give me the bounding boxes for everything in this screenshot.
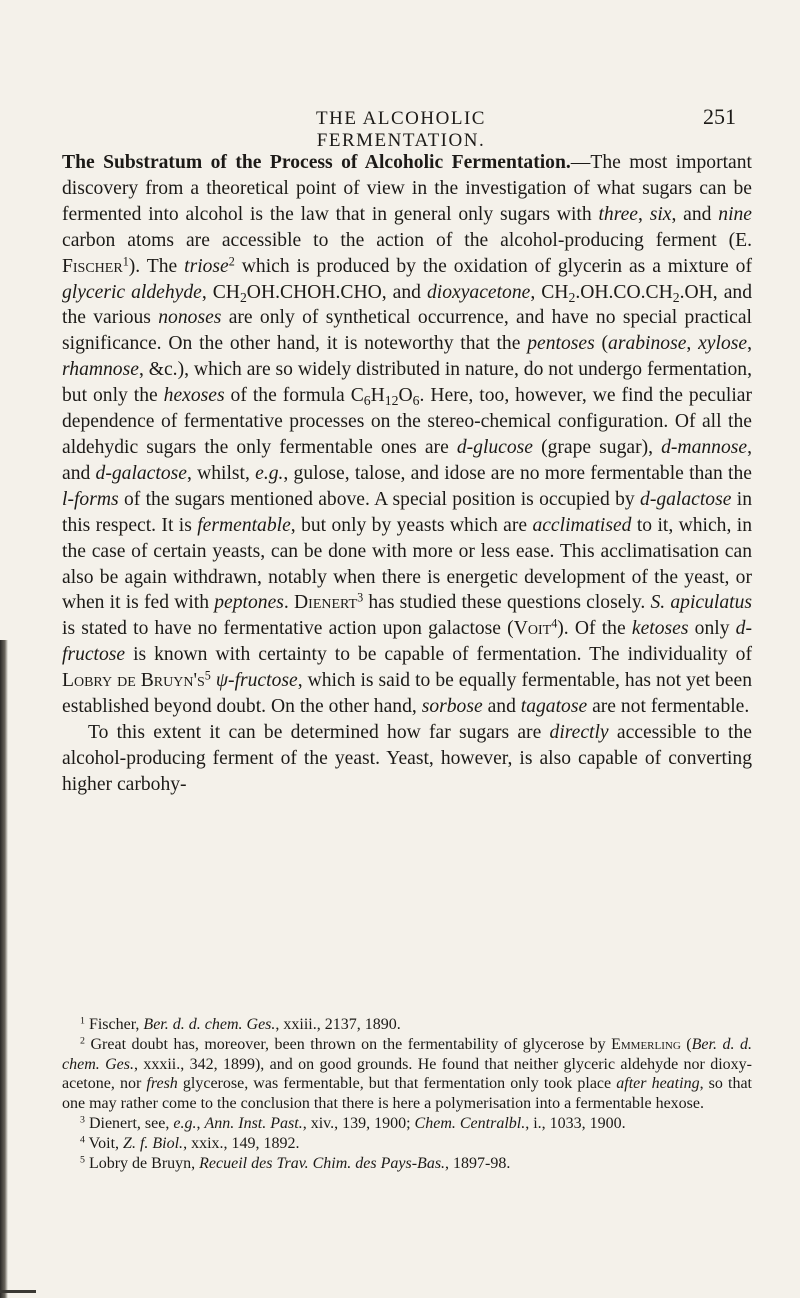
footnote-ref: 5 [204, 668, 211, 683]
author-name: Fischer [62, 255, 123, 277]
subscript: 2 [239, 289, 247, 305]
page-number: 251 [703, 104, 736, 129]
paragraph [62, 150, 752, 720]
text-run: , [686, 333, 699, 355]
emphasis: S. apiculatus [650, 592, 753, 614]
footnote [62, 1015, 752, 1035]
emphasis: fermentable [197, 514, 291, 536]
subscript: 6 [363, 392, 371, 408]
emphasis: pentoses [527, 333, 595, 355]
text-run: only [688, 618, 736, 640]
emphasis: l-forms [62, 488, 119, 510]
text-run: , xxxii., 342, 1899), and on good grounds. He found that neither glyceric aldehyde nor dioxy-acetone, nor [62, 1055, 752, 1093]
text-run: glycerose, was fermentable, but that fermentation only took place [177, 1075, 617, 1093]
text-run: , xxix., 149, 1892. [183, 1134, 300, 1152]
text-run: , xiv., 139, 1900; [302, 1114, 415, 1132]
emphasis: ψ-fructose [215, 670, 298, 692]
footnote [62, 1134, 752, 1154]
subscript: 2 [672, 289, 680, 305]
emphasis: d-mannose [661, 436, 748, 458]
text-run: ). The [128, 255, 185, 277]
text-run: , [747, 333, 752, 355]
text-run: is known with certainty to be capable of fermentation. The individuality of [125, 644, 752, 666]
emphasis: e.g. [255, 462, 284, 484]
emphasis: after heating [616, 1075, 700, 1093]
emphasis: sorbose [421, 696, 483, 718]
footnote-ref: 3 [357, 590, 364, 605]
text-run: to it, which, in the case of certain yeasts, can be done with more or less ease. This acclimatisation can also be again withdrawn, notably when there is energetic development of the yeast, or when it is fed with [62, 514, 752, 614]
running-head: THE ALCOHOLIC FERMENTATION. [316, 108, 486, 151]
emphasis: d-fructose [62, 618, 752, 666]
subscript: 12 [384, 392, 399, 408]
text-run: , so that one may rather come to the conclusion that there is here a polymerisation into a fermentable hexose. [62, 1075, 753, 1113]
text-run: and [482, 696, 521, 718]
emphasis: acclimatised [532, 514, 632, 536]
footnote-marker: 5 [80, 1154, 85, 1166]
emphasis: tagatose [520, 696, 588, 718]
text-run: . [283, 592, 295, 614]
citation: Ber. d. d. chem. Ges. [62, 1035, 753, 1073]
author-name: Lobry de Bruyn's [62, 670, 205, 692]
binding-mark [0, 1290, 36, 1293]
text-run: are only of synthetical occurrence, and have no special practical significance. On the other hand, it is noteworthy that the [62, 307, 752, 355]
emphasis: six [649, 203, 672, 225]
emphasis: xylose [698, 333, 748, 355]
emphasis: peptones [214, 592, 284, 614]
body-text [62, 150, 752, 798]
text-run: To this extent it can be determined how far sugars are [88, 721, 550, 743]
text-run: which is produced by the oxidation of glycerin as a mixture of [234, 255, 752, 277]
emphasis: arabinose [608, 333, 687, 355]
text-run: —The most important discovery from a theoretical point of view in the investigation of what sugars can be fermented into alcohol is the law that in general only sugars with [62, 152, 752, 225]
text-run: , i., 1033, 1900. [525, 1114, 626, 1132]
text-run: of the formula C [224, 385, 364, 407]
author-name: Voit [513, 618, 552, 640]
subscript: 6 [412, 392, 420, 408]
footnotes [62, 1015, 752, 1173]
text-run: (grape sugar), [533, 436, 662, 458]
text-run: , [638, 203, 650, 225]
footnote-ref: 2 [228, 253, 235, 268]
text-run: are not fermentable. [587, 696, 750, 718]
footnote-marker: 4 [80, 1134, 85, 1146]
subscript: 2 [568, 289, 576, 305]
text-run: , 1897-98. [445, 1154, 511, 1172]
emphasis: dioxyacetone [426, 281, 531, 303]
emphasis: nonoses [158, 307, 222, 329]
text-run: .OH, and the various [62, 281, 752, 329]
text-run: H [370, 385, 385, 407]
text-run: Great doubt has, moreover, been thrown on the fermentability of glycerose by [84, 1035, 612, 1053]
footnote-ref: 4 [551, 616, 558, 631]
emphasis: hexoses [163, 385, 225, 407]
emphasis: nine [718, 203, 752, 225]
footnote [62, 1154, 752, 1174]
emphasis: rhamnose [62, 359, 139, 381]
citation: Ber. d. d. chem. Ges. [143, 1016, 276, 1033]
emphasis: e.g. [173, 1114, 197, 1132]
footnote [62, 1114, 752, 1134]
citation: Z. f. Biol. [123, 1134, 184, 1152]
text-run: Voit, [84, 1134, 124, 1152]
emphasis: directly [549, 721, 609, 743]
text-run: accessible to the alcohol-producing ferment of the yeast. Yeast, however, is also capable of converting higher carbohy- [62, 721, 752, 795]
text-run: ( [680, 1035, 692, 1053]
citation: Ann. Inst. Past. [204, 1114, 303, 1132]
paragraph [62, 720, 752, 798]
text-run: OH.CHOH.CHO, and [246, 281, 427, 303]
text-run: , CH [201, 281, 240, 303]
text-run: , CH [530, 281, 569, 303]
footnote-marker: 3 [80, 1114, 85, 1126]
text-run: . Here, too, however, we find the peculiar dependence of fermentative processes on the stereo-chemical configuration. Of all the aldehydic sugars the only fermentable ones are [62, 385, 752, 458]
emphasis: three [598, 203, 638, 225]
text-run: , gulose, talose, and idose are no more fermentable than the [283, 462, 752, 484]
citation: Chem. Centralbl. [414, 1114, 526, 1132]
text-run: Fischer, [84, 1016, 144, 1033]
text-run: Dienert, see, [84, 1114, 174, 1132]
emphasis: d-galactose [95, 462, 187, 484]
footnote [62, 1035, 752, 1114]
footnote-marker: 1 [80, 1015, 85, 1027]
text-run: , and [62, 436, 752, 484]
text-run: is stated to have no fermentative action upon galactose ( [62, 618, 514, 640]
footnote-ref: 1 [122, 253, 129, 268]
text-run: carbon atoms are accessible to the action of the alcohol-producing ferment (E. [62, 229, 752, 251]
binding-shadow [0, 640, 8, 1298]
emphasis: glyceric aldehyde [62, 281, 202, 303]
text-run: , &c.), which are so widely distributed in nature, do not undergo fermentation, but only the [62, 359, 752, 407]
text-run: , but only by yeasts which are [290, 514, 533, 536]
text-run: ). Of the [557, 618, 632, 640]
emphasis: fresh [146, 1075, 178, 1093]
text-run: ( [594, 333, 609, 355]
emphasis: d-galactose [640, 488, 732, 510]
text-run: in this respect. It is [62, 488, 752, 536]
text-run: .OH.CO.CH [575, 281, 673, 303]
text-run: , and [671, 203, 719, 225]
section-heading: The Substratum of the Process of Alcoholic Fermentation. [62, 152, 571, 173]
text-run: , whilst, [186, 462, 256, 484]
citation: Recueil des Trav. Chim. des Pays-Bas. [199, 1154, 446, 1172]
author-name: Dienert [294, 592, 358, 614]
footnote-marker: 2 [80, 1035, 85, 1047]
text-run: , which is said to be equally fermentable, has not yet been established beyond doubt. On the other hand, [62, 670, 752, 718]
text-run: Lobry de Bruyn, [84, 1154, 200, 1172]
emphasis: ketoses [631, 618, 689, 640]
author-name: Emmerling [611, 1035, 681, 1053]
emphasis: triose [184, 255, 229, 277]
text-run: of the sugars mentioned above. A special position is occupied by [118, 488, 641, 510]
emphasis: d-glucose [456, 436, 534, 458]
text-run: , [196, 1114, 205, 1132]
text-run: has studied these questions closely. [363, 592, 651, 614]
text-run: O [398, 385, 413, 407]
text-run: , xxiii., 2137, 1890. [275, 1016, 401, 1033]
